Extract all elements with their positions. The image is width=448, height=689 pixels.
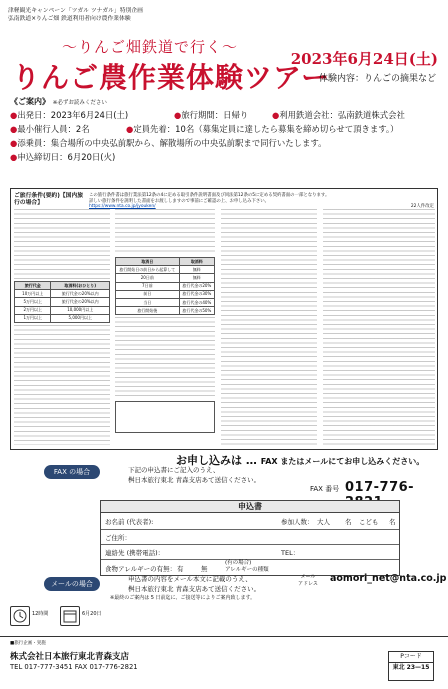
adult-count-unit: 名 xyxy=(345,518,352,526)
table-row xyxy=(15,298,110,306)
allergy-no-option[interactable]: 無 xyxy=(201,565,208,573)
cancel-table-header: 取消日 xyxy=(116,258,180,266)
terms-text-block xyxy=(115,317,215,397)
allergy-kind-label xyxy=(225,560,269,574)
table-cell: 当日 xyxy=(116,298,180,306)
table-row xyxy=(15,306,110,314)
terms-column-1 xyxy=(14,209,110,445)
table-cell: 5万円以上 xyxy=(15,298,51,306)
capacity-row xyxy=(126,124,398,135)
participants-label: 参加人数： xyxy=(281,518,314,526)
fee-table xyxy=(14,281,110,323)
bullet-icon: ● xyxy=(10,110,18,120)
table-cell: 旅行代金の50% xyxy=(179,307,214,315)
table-cell: 7日前 xyxy=(116,282,180,290)
table-cell: 旅行開始後 xyxy=(116,307,180,315)
cancel-table-header: 取消料 xyxy=(179,258,214,266)
terms-text-block xyxy=(323,209,435,445)
name-label: お名前 (代表者): xyxy=(105,518,154,526)
terms-url-link[interactable]: https://www.nta.co.jp/jyouken/ xyxy=(89,204,156,210)
terms-column-4 xyxy=(323,209,435,445)
bullet-icon: ● xyxy=(174,110,182,120)
icon1-label: 12時間 xyxy=(32,611,49,617)
bullet-icon: ● xyxy=(10,152,18,162)
allergy-kind-line1: (有の場合) xyxy=(225,560,252,566)
cancel-table xyxy=(115,257,215,315)
table-row xyxy=(116,266,215,274)
organizer-label: ■旅行企画・実施 xyxy=(10,641,46,646)
form-title: 申込書 xyxy=(101,501,399,513)
mail-instructions xyxy=(128,574,260,594)
mail-address[interactable]: aomori_net@nta.co.jp xyxy=(330,573,447,584)
table-row xyxy=(116,282,215,290)
table-cell: 旅行代金の20%以内 xyxy=(51,290,110,298)
mail-address-label-line2: アドレス xyxy=(298,581,318,587)
fee-table-header: 旅行代金 xyxy=(15,282,51,290)
terms-notice-line2: 詳しい旅行条件を説明した書面をお渡ししますので事前にご確認の上、お申し込み下さい。 xyxy=(89,198,270,204)
page-title: りんご農作業体験ツアー xyxy=(12,61,331,94)
name-field[interactable] xyxy=(221,515,281,527)
table-cell: 旅行開始日の前日から起算して xyxy=(116,266,180,274)
fax-text-line1: 下記の申込書にご記入のうえ、 xyxy=(128,466,220,474)
table-row xyxy=(15,290,110,298)
guide-heading xyxy=(10,96,107,107)
guide-heading-text: 《ご案内》 xyxy=(10,97,50,106)
departure-text: 出発日：2023年6月24日(土) xyxy=(17,110,129,120)
min-people-row xyxy=(10,124,90,135)
pcode-label: Pコード xyxy=(389,652,433,663)
terms-notice-line1: この旅行条件書は旅行業法第12条の4に定める取引条件説明書面及び同法第12条の5に定める契約書面の一部となります。 xyxy=(89,193,330,198)
table-row xyxy=(116,274,215,282)
company-contact: TEL 017-777-3451 FAX 017-776-2821 xyxy=(10,663,138,671)
table-cell: 10,000円以上 xyxy=(51,306,110,314)
bullet-icon: ● xyxy=(126,124,134,134)
name-row xyxy=(101,513,399,530)
allergy-label: 食物アレルギーの有無： xyxy=(105,565,177,573)
terms-title: ご旅行条件(要約)【国内旅行の場合】 xyxy=(14,193,84,206)
fax-instructions xyxy=(128,465,260,485)
capacity-text: 定員先着：10名（募集定員に達したら募集を締め切らせて頂きます。） xyxy=(133,124,399,134)
mail-label: メールの場合 xyxy=(44,577,100,591)
min-people-text: 最小催行人員：2名 xyxy=(17,124,90,134)
child-count-unit: 名 xyxy=(389,518,396,526)
table-cell: 旅行代金の30% xyxy=(179,290,214,298)
fee-table-header: 取消料(おひとり) xyxy=(51,282,110,290)
terms-sub-box xyxy=(115,401,215,433)
table-cell: 旅行代金の20% xyxy=(179,282,214,290)
railway-text: 利用鉄道会社：弘南鉄道株式会社 xyxy=(279,110,405,120)
footer-divider xyxy=(0,636,448,637)
mail-text-line1: 申込書の内容をメール本文に記載のうえ、 xyxy=(128,575,252,583)
company-name: 株式会社日本旅行東北青森支店 xyxy=(10,652,130,662)
terms-text-block xyxy=(14,209,110,279)
departure-row xyxy=(10,110,128,121)
table-cell: 2万円以上 xyxy=(15,306,51,314)
period-row xyxy=(174,110,248,121)
conductor-row xyxy=(10,138,327,149)
icon2-label: 6月20日 xyxy=(82,611,102,617)
deadline-text: 申込締切日：6月20日(火) xyxy=(17,152,116,162)
table-row xyxy=(116,290,215,298)
apply-headline-fax: FAX またはメールにてお申し込みください。 xyxy=(260,457,425,466)
bullet-icon: ● xyxy=(10,124,18,134)
guide-note: ※必ずお読みください xyxy=(52,100,107,106)
final-notice: ※最終のご案内は 5 日前迄に、ご接送等によりご案内致します。 xyxy=(110,595,256,601)
terms-version: 22人件改定 xyxy=(410,204,434,210)
address-row[interactable] xyxy=(101,530,399,545)
calendar-icon xyxy=(60,606,80,626)
bullet-icon: ● xyxy=(272,110,280,120)
deadline-row xyxy=(10,152,115,163)
address-label: ご住所： xyxy=(105,534,131,542)
mail-address-label xyxy=(298,574,318,588)
fax-number: 017-776- xyxy=(345,480,415,495)
allergy-yes-option[interactable]: 有 xyxy=(177,565,184,573)
terms-notice xyxy=(89,193,434,210)
table-row xyxy=(116,298,215,306)
table-cell: 無料 xyxy=(179,274,214,282)
terms-column-2 xyxy=(115,209,215,445)
campaign-note: 津軽観光キャンペーン「ツガル ツナガル」特別企画 xyxy=(8,8,143,14)
fax-text-line2: 桝日本旅行東北 青森支店あて送信ください。 xyxy=(128,476,261,484)
conductor-text: 添乗員：集合場所の中央弘前駅から、解散場所の中央弘前駅まで同行いたします。 xyxy=(17,138,327,148)
table-cell: 5,000円以上 xyxy=(51,314,110,322)
tour-date: 2023年6月24日(土) xyxy=(290,50,438,68)
table-cell: 旅行代金の40% xyxy=(179,298,214,306)
fax-label: FAX の場合 xyxy=(44,465,100,479)
table-cell: 10万円以上 xyxy=(15,290,51,298)
application-form xyxy=(100,500,400,576)
table-row xyxy=(15,314,110,322)
terms-text-block xyxy=(221,209,317,445)
collab-note: 弘南鉄道×りんご畑 鉄道利用者向け農作業体験 xyxy=(8,16,131,22)
railway-row xyxy=(272,110,405,121)
allergy-kind-line2: アレルギーの種類 xyxy=(225,567,269,573)
table-cell: 20日前 xyxy=(116,274,180,282)
period-text: 旅行期間：日帰り xyxy=(181,110,249,120)
tour-content: 体験内容：りんごの摘果など xyxy=(318,74,436,84)
child-label: こども xyxy=(359,518,379,526)
clock-icon xyxy=(10,606,30,626)
phone-label: 連絡先 (携帯電話)： xyxy=(105,549,165,557)
phone-row[interactable] xyxy=(101,545,399,560)
fax-number-label: FAX 番号 xyxy=(310,485,340,493)
table-cell: 旅行代金の20%以内 xyxy=(51,298,110,306)
table-cell: 前日 xyxy=(116,290,180,298)
travel-terms-box xyxy=(10,188,438,450)
table-cell: 1万円以上 xyxy=(15,314,51,322)
table-row xyxy=(116,307,215,315)
pcode-value: 東北 23—15 xyxy=(392,664,430,671)
terms-column-3 xyxy=(221,209,317,445)
mail-address-label-line1: メール xyxy=(300,574,316,580)
terms-text-block xyxy=(115,209,215,255)
apply-headline-text: お申し込みは … xyxy=(176,454,257,467)
table-cell: 無料 xyxy=(179,266,214,274)
tel-label: TEL： xyxy=(281,549,300,557)
bullet-icon: ● xyxy=(10,138,18,148)
subtitle: 〜りんご畑鉄道で行く〜 xyxy=(62,38,239,56)
mail-text-line2: 桝日本旅行東北 青森支店あて送信ください。 xyxy=(128,585,261,593)
adult-label: 大人 xyxy=(317,518,330,526)
terms-text-block xyxy=(14,325,110,445)
pcode-box xyxy=(388,651,434,681)
